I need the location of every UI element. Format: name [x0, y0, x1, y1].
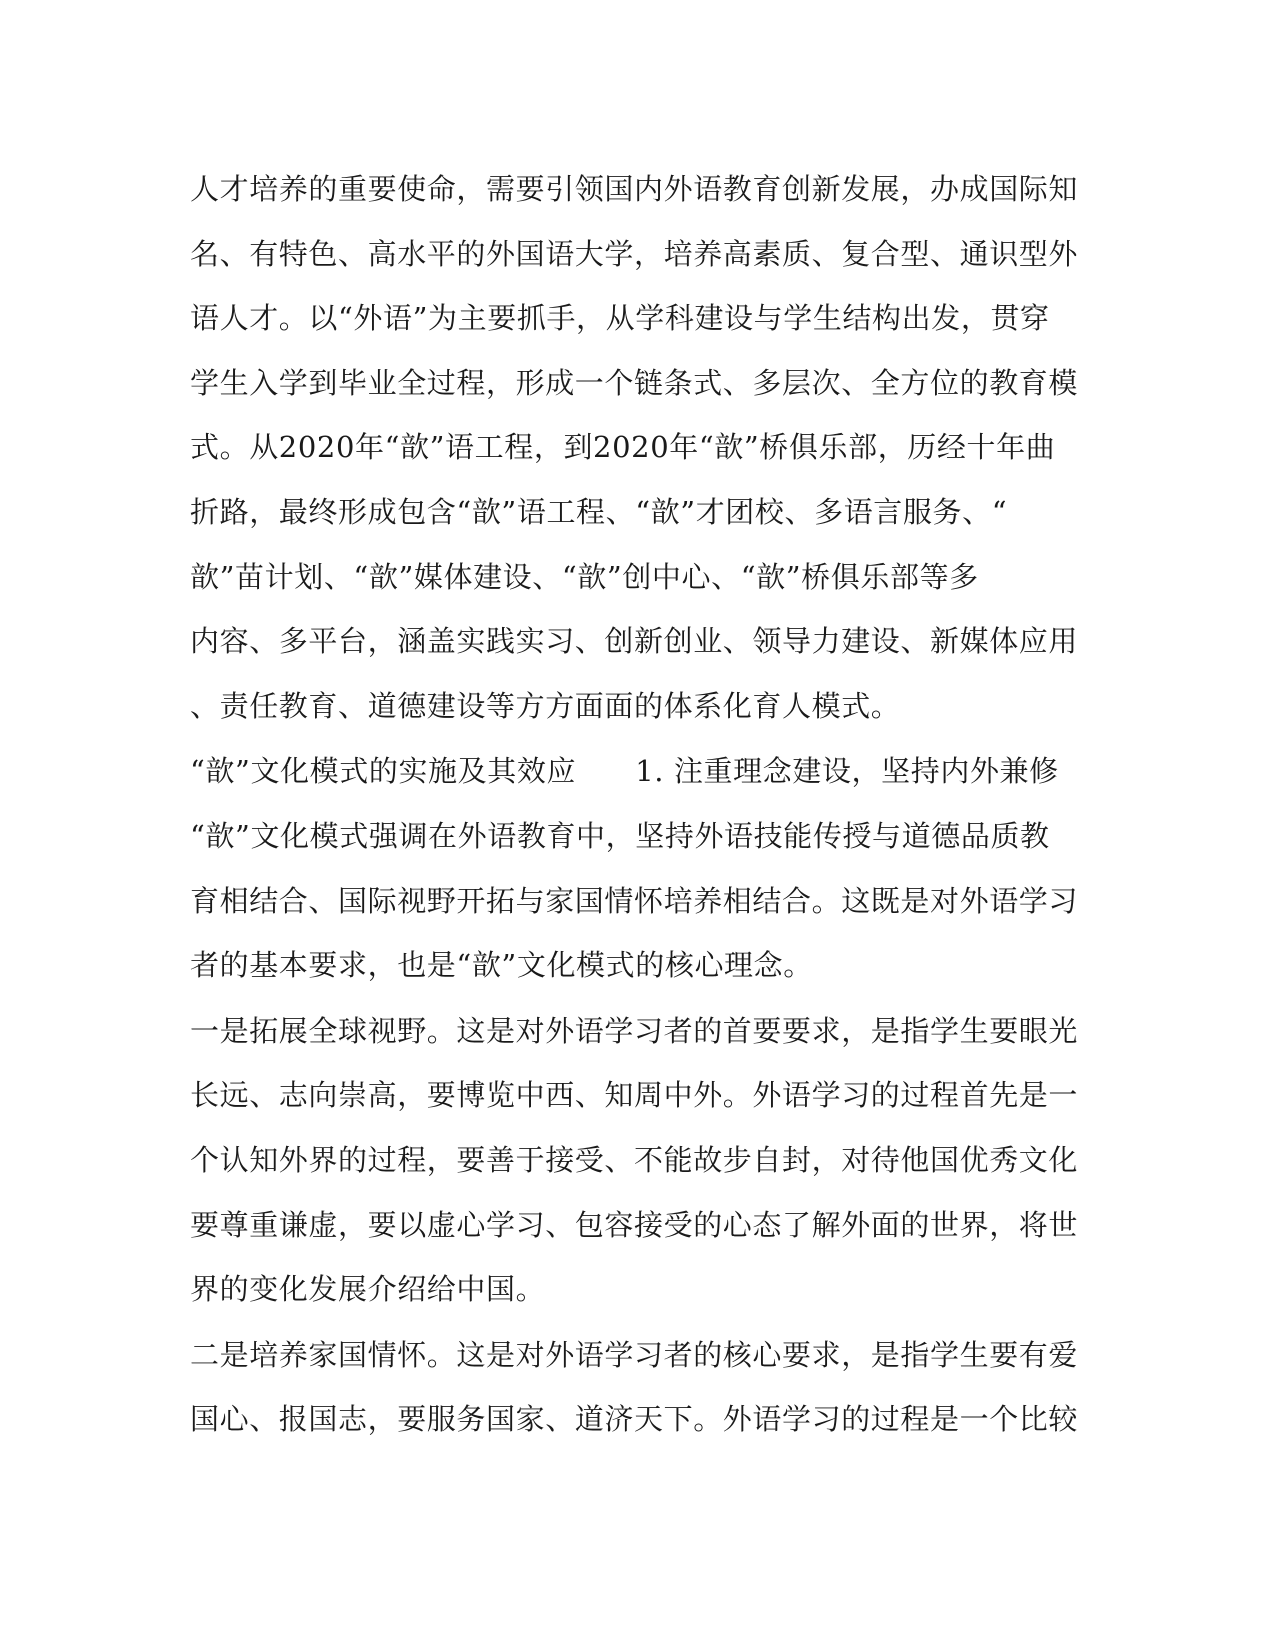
text-line: 式。从2020年“歆”语工程，到2020年“歆”桥俱乐部，历经十年曲: [190, 430, 1056, 465]
text-line: 育相结合、国际视野开拓与家国情怀培养相结合。这既是对外语学习: [190, 883, 1079, 918]
text-line: 歆”苗计划、“歆”媒体建设、“歆”创中心、“歆”桥俱乐部等多: [190, 559, 979, 594]
text-line: 语人才。以“外语”为主要抓手，从学科建设与学生结构出发，贯穿: [190, 301, 1050, 336]
text-line: 人才培养的重要使命，需要引领国内外语教育创新发展，办成国际知: [190, 172, 1079, 206]
text-line: 内容、多平台，涵盖实践实习、创新创业、领导力建设、新媒体应用: [190, 624, 1079, 659]
text-line: 要尊重谦虚，要以虚心学习、包容接受的心态了解外面的世界，将世: [190, 1207, 1079, 1242]
section-heading-line: “歆”文化模式的实施及其效应 1. 注重理念建设，坚持内外兼修: [190, 754, 1059, 789]
text-line: 国心、报国志，要服务国家、道济天下。外语学习的过程是一个比较: [190, 1402, 1079, 1437]
text-line: 二是培养家国情怀。这是对外语学习者的核心要求，是指学生要有爱: [190, 1337, 1079, 1372]
text-line: 者的基本要求，也是“歆”文化模式的核心理念。: [190, 948, 813, 983]
text-line: 界的变化发展介绍给中国。: [190, 1272, 546, 1307]
text-line: 学生入学到毕业全过程，形成一个链条式、多层次、全方位的教育模: [190, 365, 1079, 400]
text-line: 名、有特色、高水平的外国语大学，培养高素质、复合型、通识型外: [190, 236, 1079, 271]
text-line: 、责任教育、道德建设等方方面面的体系化育人模式。: [190, 688, 901, 723]
text-line: 折路，最终形成包含“歆”语工程、“歆”才团校、多语言服务、“: [190, 494, 1008, 529]
text-line: 一是拓展全球视野。这是对外语学习者的首要要求，是指学生要眼光: [190, 1013, 1079, 1048]
document-body: [190, 157, 1080, 1452]
text-line: 个认知外界的过程，要善于接受、不能故步自封，对待他国优秀文化: [190, 1142, 1079, 1177]
text-line: “歆”文化模式强调在外语教育中，坚持外语技能传授与道德品质教: [190, 818, 1050, 853]
text-line: 长远、志向崇高，要博览中西、知周中外。外语学习的过程首先是一: [190, 1078, 1079, 1113]
